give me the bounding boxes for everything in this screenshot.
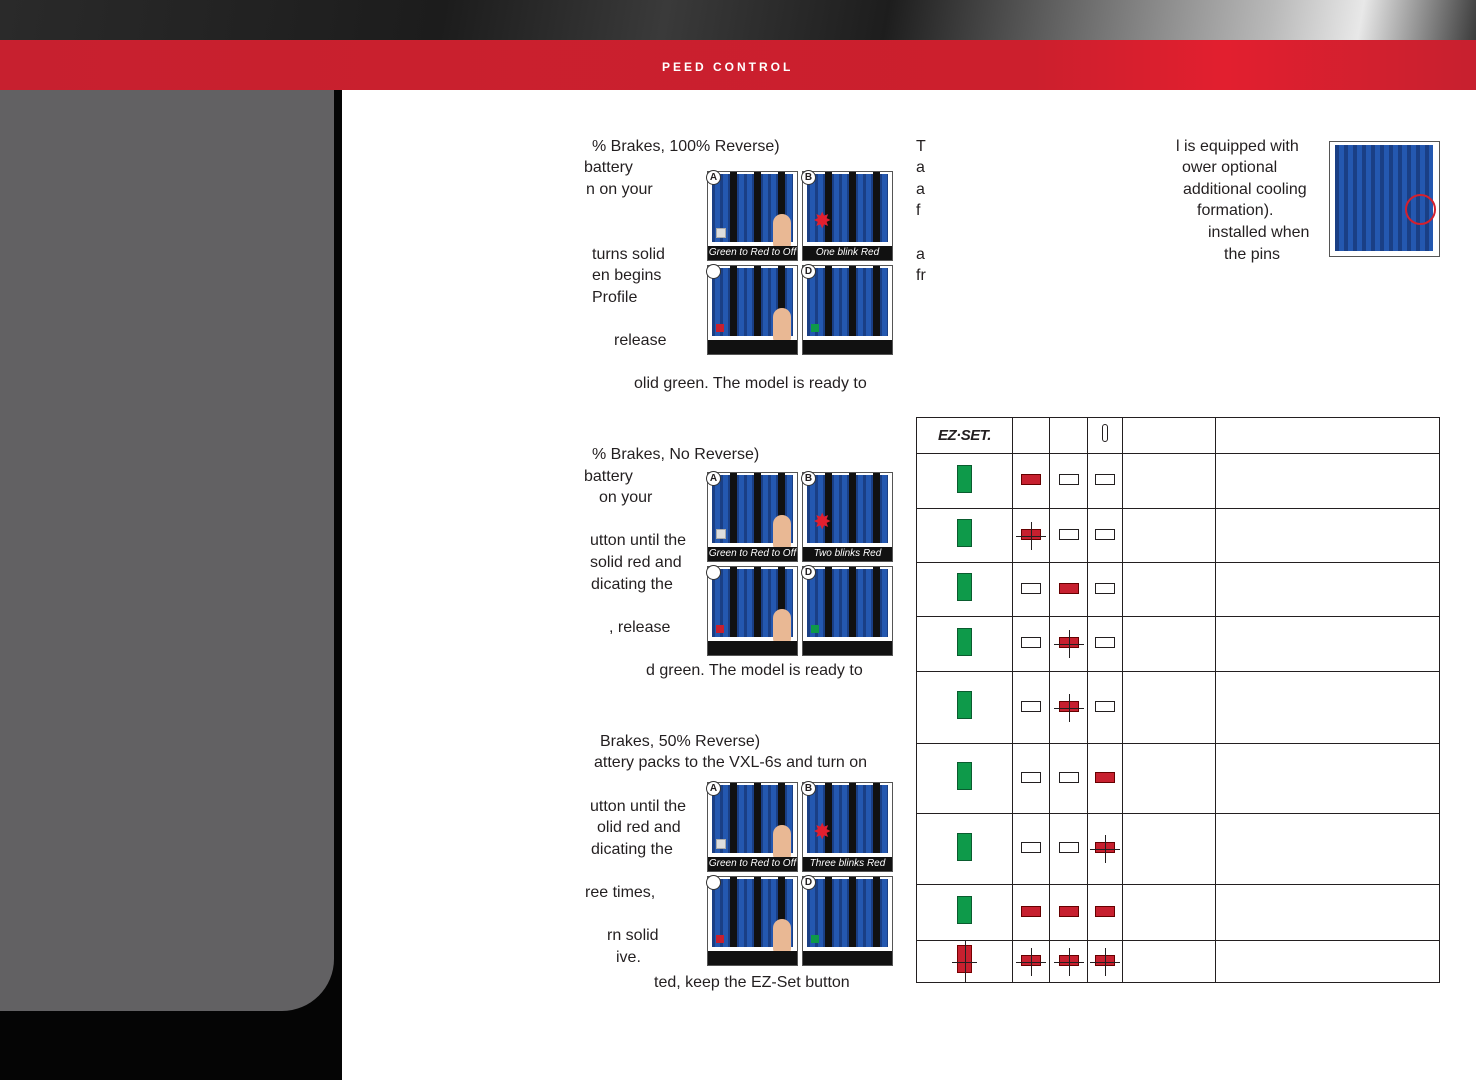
mid-line-4: f	[916, 202, 921, 219]
finger-press-icon	[773, 825, 791, 859]
led-off	[1095, 701, 1115, 712]
s1-line-2: battery	[584, 159, 633, 176]
led-indicator	[811, 324, 819, 332]
right-line-1: l is equipped with	[1176, 138, 1299, 155]
photo-caption-blank	[803, 641, 892, 655]
red-led-blink	[1021, 529, 1041, 540]
s3-photo-d	[802, 876, 893, 966]
right-line-4: formation).	[1197, 202, 1274, 219]
red-led	[1021, 474, 1041, 485]
mid-line-2: a	[916, 159, 925, 176]
s1-line-1: % Brakes, 100% Reverse)	[592, 138, 780, 155]
thermometer-icon	[1102, 424, 1108, 442]
photo-caption: Green to Red to Off	[708, 247, 797, 258]
photo-caption: Green to Red to Off	[708, 548, 797, 559]
s2-photo-d	[802, 566, 893, 656]
photo-caption-blank	[708, 340, 797, 354]
badge-c	[706, 875, 721, 890]
mid-line-1: T	[916, 138, 926, 155]
ezset-logo: EZ·SET.	[917, 418, 1013, 454]
finger-press-icon	[773, 609, 791, 643]
red-led-blink	[1059, 955, 1079, 966]
green-led	[957, 628, 972, 656]
red-led	[1059, 906, 1079, 917]
red-flash-icon: ✸	[813, 819, 832, 844]
header-cell	[1050, 418, 1088, 454]
green-led	[957, 691, 972, 719]
photo-caption: Green to Red to Off	[708, 858, 797, 869]
red-led	[1059, 583, 1079, 594]
photo-caption: Three blinks Red	[803, 857, 892, 871]
table-row	[917, 672, 1440, 744]
led-indicator	[716, 839, 726, 849]
table-row	[917, 941, 1440, 983]
finger-press-icon	[773, 214, 791, 248]
red-led-blink	[1059, 701, 1079, 712]
thermometer-icon-cell	[1088, 418, 1123, 454]
green-led	[957, 762, 972, 790]
red-led	[1095, 906, 1115, 917]
badge-a: A	[706, 781, 721, 796]
s3-line-1: Brakes, 50% Reverse)	[600, 733, 761, 750]
led-off	[1021, 701, 1041, 712]
s1-photo-b	[802, 171, 893, 261]
table-row	[917, 563, 1440, 617]
s3-photo-a	[707, 782, 798, 872]
led-off	[1095, 637, 1115, 648]
right-line-5: installed when	[1208, 224, 1310, 241]
s2-line-6: dicating the	[591, 576, 673, 593]
led-status-table	[916, 417, 1440, 983]
table-header-row	[917, 418, 1440, 454]
mid-line-5: a	[916, 246, 925, 263]
s3-line-6: ree times,	[585, 884, 656, 901]
led-off	[1095, 583, 1115, 594]
s3-line-7: rn solid	[607, 927, 659, 944]
s3-line-4: olid red and	[597, 819, 681, 836]
photo-caption-blank	[803, 951, 892, 965]
s2-line-7: , release	[609, 619, 671, 636]
led-indicator	[716, 228, 726, 238]
led-indicator	[811, 935, 819, 943]
table-row	[917, 617, 1440, 672]
left-grey-panel	[0, 90, 334, 1011]
finger-press-icon	[773, 515, 791, 549]
s1-photo-d	[802, 265, 893, 355]
led-off	[1021, 583, 1041, 594]
photo-caption: Two blinks Red	[803, 547, 892, 561]
green-led	[957, 573, 972, 601]
photo-caption-blank	[708, 951, 797, 965]
s3-line-3: utton until the	[590, 798, 687, 815]
red-led	[1021, 906, 1041, 917]
table-row	[917, 509, 1440, 563]
photo-caption: One blink Red	[803, 246, 892, 260]
s1-line-6: Profile	[592, 289, 638, 306]
red-led-blink	[1021, 955, 1041, 966]
s1-line-7: release	[614, 332, 667, 349]
led-off	[1021, 842, 1041, 853]
s3-line-8: ive.	[616, 949, 641, 966]
led-indicator	[716, 935, 724, 943]
highlight-circle-icon	[1405, 194, 1436, 225]
right-line-6: the pins	[1224, 246, 1281, 263]
red-led-blink	[1095, 955, 1115, 966]
s1-photo-a	[707, 171, 798, 261]
finger-press-icon	[773, 919, 791, 953]
photo-caption-blank	[708, 641, 797, 655]
red-status-led-blink	[957, 945, 972, 973]
s3-line-2: attery packs to the VXL-6s and turn on	[594, 754, 868, 771]
s1-line-8: olid green. The model is ready to	[634, 375, 867, 392]
green-led	[957, 833, 972, 861]
esc-fan-photo	[1329, 141, 1440, 257]
s3-line-5: dicating the	[591, 841, 673, 858]
s3-photo-b	[802, 782, 893, 872]
s3-line-9: ted, keep the EZ-Set button	[654, 974, 850, 991]
s2-photo-a	[707, 472, 798, 562]
s2-line-2: battery	[584, 468, 633, 485]
mid-line-6: fr	[916, 267, 926, 284]
led-off	[1059, 842, 1079, 853]
right-line-2: ower optional	[1182, 159, 1278, 176]
badge-d: D	[801, 565, 816, 580]
table-row	[917, 814, 1440, 885]
s1-line-5: en begins	[592, 267, 662, 284]
s1-line-3: n on your	[586, 181, 653, 198]
red-led	[1095, 772, 1115, 783]
badge-a: A	[706, 471, 721, 486]
s1-line-4: turns solid	[592, 246, 665, 263]
led-off	[1021, 637, 1041, 648]
s3-photo-c	[707, 876, 798, 966]
red-led-blink	[1095, 842, 1115, 853]
badge-b: B	[801, 170, 816, 185]
s2-line-8: d green. The model is ready to	[646, 662, 863, 679]
header-cell	[1216, 418, 1440, 454]
header-band	[0, 40, 1476, 90]
header-cell	[1013, 418, 1050, 454]
s2-line-4: utton until the	[590, 532, 687, 549]
led-off	[1021, 772, 1041, 783]
red-flash-icon: ✸	[813, 208, 832, 233]
red-flash-icon: ✸	[813, 509, 832, 534]
led-off	[1059, 529, 1079, 540]
badge-c	[706, 565, 721, 580]
led-indicator	[811, 625, 819, 633]
led-indicator	[716, 625, 724, 633]
table-row	[917, 885, 1440, 941]
badge-b: B	[801, 471, 816, 486]
led-off	[1059, 474, 1079, 485]
led-indicator	[716, 529, 726, 539]
s2-line-5: solid red and	[590, 554, 682, 571]
badge-d: D	[801, 264, 816, 279]
photo-caption-blank	[803, 340, 892, 354]
led-off	[1095, 474, 1115, 485]
led-off	[1095, 529, 1115, 540]
led-indicator	[716, 324, 724, 332]
finger-press-icon	[773, 308, 791, 342]
green-led	[957, 519, 972, 547]
badge-d: D	[801, 875, 816, 890]
mid-line-3: a	[916, 181, 925, 198]
green-led	[957, 465, 972, 493]
table-row	[917, 744, 1440, 814]
header-title: PEED CONTROL	[662, 60, 794, 74]
right-line-3: additional cooling	[1183, 181, 1307, 198]
s2-photo-c	[707, 566, 798, 656]
badge-c	[706, 264, 721, 279]
s2-line-1: % Brakes, No Reverse)	[592, 446, 760, 463]
s2-line-3: on your	[599, 489, 653, 506]
table-row	[917, 454, 1440, 509]
header-cell	[1123, 418, 1216, 454]
s1-photo-c	[707, 265, 798, 355]
green-led	[957, 896, 972, 924]
s2-photo-b	[802, 472, 893, 562]
red-led-blink	[1059, 637, 1079, 648]
badge-a: A	[706, 170, 721, 185]
led-off	[1059, 772, 1079, 783]
top-decor-bar	[0, 0, 1476, 40]
badge-b: B	[801, 781, 816, 796]
